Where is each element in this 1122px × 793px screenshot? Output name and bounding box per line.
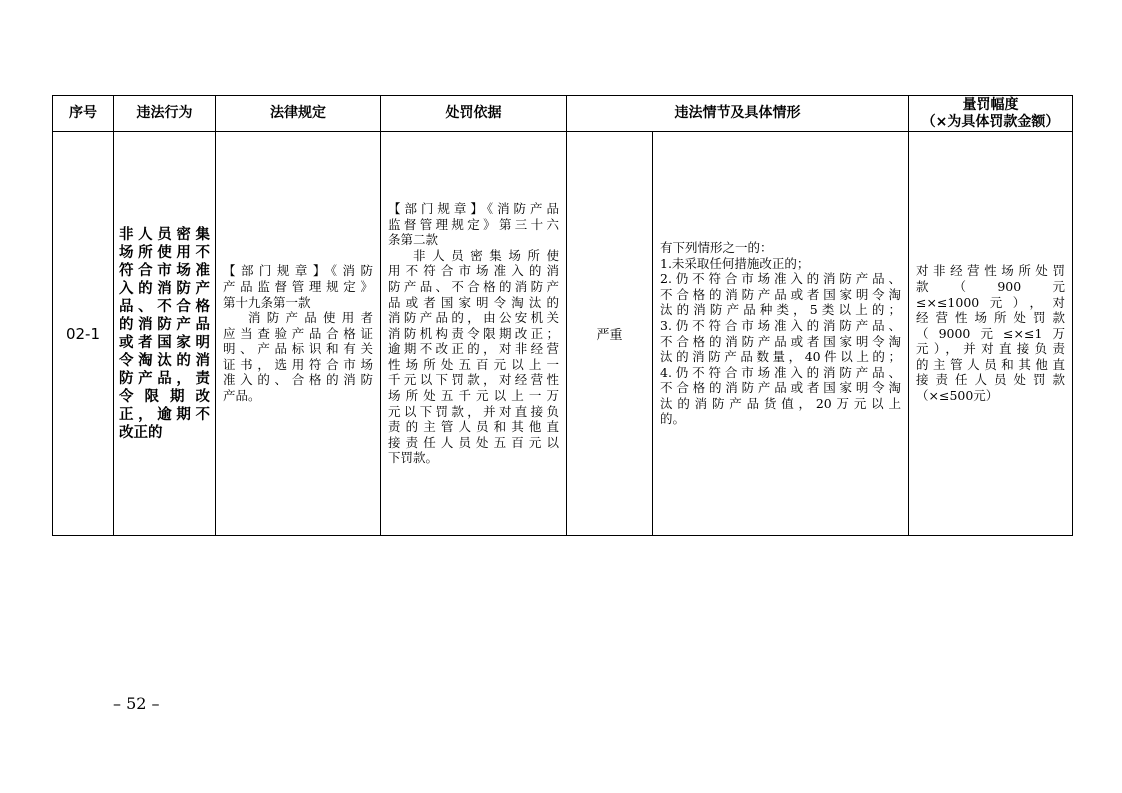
range-line: 款 （ 900 元 [916, 278, 1065, 294]
header-range-line1: 量罚幅度 [962, 96, 1019, 113]
range-line: 接责任人员处罚款 [916, 372, 1065, 388]
basis-line: 场所处五千元以上一万 [388, 388, 559, 404]
circumstance-line: 4.仍不符合市场准入的消防产品、 [660, 364, 901, 380]
header-row [53, 96, 1073, 132]
act-line: 防产品，责 [119, 370, 210, 387]
circumstance-line: 不合格的消防产品或者国家明令淘 [660, 286, 901, 302]
law-line: 证书，选用符合市场 [223, 356, 373, 372]
basis-line: 逾期不改正的，对非经营 [388, 341, 559, 357]
page-number: – 52 – [113, 694, 160, 713]
table-row [53, 132, 1073, 536]
row-severity-level: 严重 [567, 132, 653, 536]
header-range-line2: （×为具体罚款金额） [921, 113, 1060, 130]
act-line: 改正的 [119, 424, 163, 441]
range-line: 元），并对直接负责 [916, 341, 1065, 357]
basis-line: 元以下罚款，并对直接负 [388, 403, 559, 419]
basis-line: 条第二款 [388, 232, 439, 248]
basis-line: 监督管理规定》第三十六 [388, 216, 559, 232]
circumstance-line: 汰的消防产品数量，40件以上的； [660, 349, 901, 365]
range-line: （9000元≤×≤1万 [916, 325, 1065, 341]
basis-line: 下罚款。 [388, 450, 439, 466]
row-circumstance [653, 132, 909, 536]
penalty-table [52, 95, 1073, 536]
circumstance-line: 汰的消防产品货值，20万元以上 [660, 395, 901, 411]
circumstance-line: 不合格的消防产品或者国家明令淘 [660, 333, 901, 349]
range-line: （×≤500元） [916, 388, 999, 404]
act-line: 令淘汰的消 [119, 352, 210, 369]
basis-line: 【部门规章】《消防产品 [388, 200, 559, 216]
basis-line: 品或者国家明令淘汰的 [388, 294, 559, 310]
header-seq: 序号 [53, 96, 114, 132]
basis-line: 千元以下罚款，对经营性 [388, 372, 559, 388]
circumstance-line: 有下列情形之一的： [660, 239, 773, 255]
circumstance-line: 汰的消防产品种类，5类以上的； [660, 302, 901, 318]
circumstance-line: 1.未采取任何措施改正的； [660, 255, 810, 271]
law-line: 准入的、合格的消防 [223, 372, 373, 388]
header-act: 违法行为 [114, 96, 216, 132]
row-seq: 02-1 [53, 132, 114, 536]
basis-line: 消防机构责令限期改正； [388, 325, 559, 341]
header-circumstance: 违法情节及具体情形 [567, 96, 909, 132]
basis-line: 消防产品的，由公安机关 [388, 310, 559, 326]
law-line: 产品。 [223, 388, 261, 404]
range-line: 对非经营性场所处罚 [916, 263, 1065, 279]
act-line: 或者国家明 [119, 334, 210, 351]
basis-line: 性场所处五百元以上一 [388, 356, 559, 372]
act-line: 正，逾期不 [119, 406, 210, 423]
act-line: 场所使用不 [119, 244, 210, 261]
act-line: 令限期改 [119, 388, 210, 405]
range-line: 经营性场所处罚款 [916, 310, 1065, 326]
header-basis: 处罚依据 [381, 96, 567, 132]
law-line: 消防产品使用者 [248, 310, 373, 326]
basis-line: 非人员密集场所使 [413, 247, 559, 263]
act-line: 符合市场准 [119, 262, 210, 279]
circumstance-line: 不合格的消防产品或者国家明令淘 [660, 380, 901, 396]
row-penalty-range [909, 132, 1073, 536]
basis-line: 责的主管人员和其他直 [388, 419, 559, 435]
header-range [909, 96, 1073, 132]
row-basis [381, 132, 567, 536]
row-act [114, 132, 216, 536]
range-line: ≤×≤1000元），对 [916, 294, 1065, 310]
law-line: 明、产品标识和有关 [223, 341, 373, 357]
circumstance-line: 的。 [660, 411, 686, 427]
basis-line: 用不符合市场准入的消 [388, 263, 559, 279]
act-line: 入的消防产 [119, 280, 210, 297]
law-line: 第十九条第一款 [223, 294, 311, 310]
basis-line: 接责任人员处五百元以 [388, 434, 559, 450]
range-line: 的主管人员和其他直 [916, 356, 1065, 372]
row-law [216, 132, 381, 536]
act-line: 非人员密集 [119, 226, 210, 243]
basis-line: 防产品、不合格的消防产 [388, 278, 559, 294]
act-line: 品、不合格 [119, 298, 210, 315]
header-law: 法律规定 [216, 96, 381, 132]
circumstance-line: 2.仍不符合市场准入的消防产品、 [660, 271, 901, 287]
law-line: 【部门规章】《消防 [223, 263, 373, 279]
law-line: 产品监督管理规定》 [223, 278, 373, 294]
law-line: 应当查验产品合格证 [223, 325, 373, 341]
act-line: 的消防产品 [119, 316, 210, 333]
circumstance-line: 3.仍不符合市场准入的消防产品、 [660, 317, 901, 333]
